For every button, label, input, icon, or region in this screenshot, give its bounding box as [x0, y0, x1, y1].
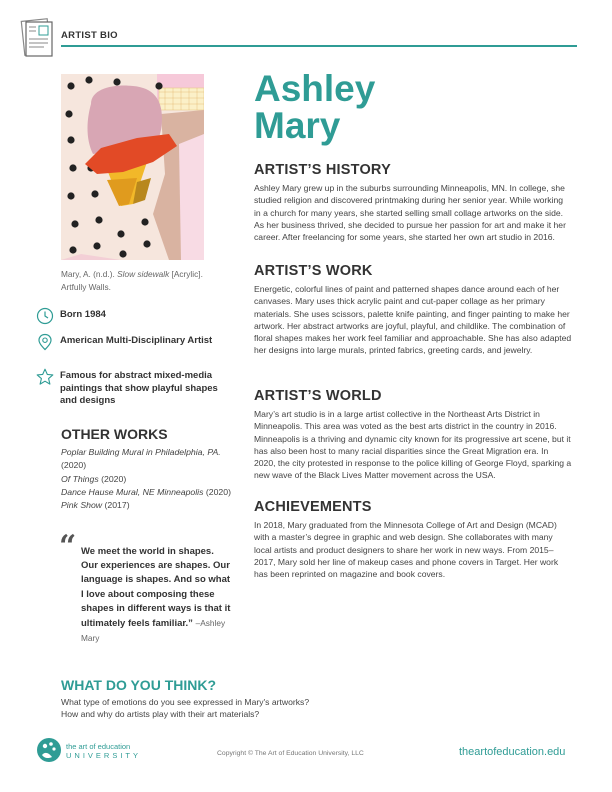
artwork-caption — [61, 268, 211, 294]
artist-quote — [81, 545, 231, 646]
section-body: Ashley Mary grew up in the suburbs surrounding Minneapolis, MN. In college, she studied religion and discovered printmaking during her senior year. While working in a church for many years, she started selling small collage artworks on the side. As her business thrived, she decided to pursue her passion for art and make it her career. After freelancing for some years, she started her own art studio in 2016. — [254, 183, 566, 243]
website-link[interactable]: theartofeducation.edu — [459, 746, 566, 758]
section-achievements — [254, 499, 572, 580]
section-body: Energetic, colorful lines of paint and patterned shapes dance around each of her canvases. Mary uses thick acrylic paint and cut-paper collage as her primary materials. She uses scissors, palette knife painting, and finger painting to make her artwork. Her abstract artworks are joyful, playful, and childlike. The combination of floral shapes makes her work feel familiar and approachable. She has also adapted her designs into large murals, printed fabrics, greeting cards, and jewelry. — [254, 284, 572, 356]
work-year: (2020) — [61, 460, 87, 471]
artist-bio-document-icon — [20, 18, 54, 58]
section-body: Mary’s art studio is in a large artist collective in the Northeast Arts District in Minneapolis. This area was voted as the best arts district in the country in 2016. Minneapolis is a thriving and dynamic city known for its progressive art scene, but it has also been host to many racial disparities since the Great Migration era. In 2020, the city protested in response to the police killing of George Floyd, sparking a new wave of the Black Lives Matter movement across the USA. — [254, 409, 572, 481]
section-title: ARTIST’S HISTORY — [254, 162, 391, 178]
header-label: ARTIST BIO — [61, 30, 118, 41]
work-title: Pink Show — [61, 500, 103, 511]
art-of-education-logo-icon — [36, 737, 62, 763]
list-item — [61, 473, 231, 486]
quote-attribution: –Ashley Mary — [81, 618, 226, 644]
artist-last-name: Mary — [254, 105, 341, 146]
quote-mark-icon: “ — [59, 529, 77, 564]
logo-line2: UNIVERSITY — [66, 751, 142, 760]
list-item — [61, 486, 231, 499]
section-title: ARTIST’S WORK — [254, 263, 373, 279]
artist-first-name: Ashley — [254, 68, 376, 109]
logo-line1: the art of education — [66, 742, 131, 751]
other-works-list — [61, 446, 231, 512]
work-title: Poplar Building Mural in Philadelphia, PA. — [61, 447, 221, 457]
artwork-image — [61, 74, 204, 260]
clock-icon — [36, 307, 54, 325]
quote-text: We meet the world in shapes. Our experiences are shapes. Our language is shapes. And so what I love about composing these shapes in different ways is that it ultimately feels familiar.” — [81, 546, 231, 630]
artist-name — [254, 70, 375, 144]
section-title: ARTIST’S WORLD — [254, 388, 382, 404]
section-title: ACHIEVEMENTS — [254, 499, 372, 515]
star-icon — [36, 368, 54, 386]
header-divider — [61, 45, 577, 47]
list-item — [61, 446, 231, 473]
section-history — [254, 162, 572, 243]
copyright-text: Copyright © The Art of Education University, LLC — [217, 750, 364, 757]
work-year: (2020) — [205, 486, 231, 497]
work-year: (2017) — [104, 500, 130, 511]
think-title: WHAT DO YOU THINK? — [61, 677, 217, 693]
fact-text: Famous for abstract mixed-media paintings that show playful shapes and designs — [60, 370, 218, 406]
other-works-title: OTHER WORKS — [61, 426, 168, 442]
section-work — [254, 263, 572, 357]
list-item — [61, 499, 231, 512]
think-question: What type of emotions do you see expressed in Mary's artworks? — [61, 697, 310, 707]
work-title: Of Things — [61, 473, 99, 484]
caption-suffix: [Acrylic]. Artfully Walls. — [61, 269, 203, 292]
fact-text: Born 1984 — [60, 309, 106, 320]
section-body: In 2018, Mary graduated from the Minnesota College of Art and Design (MCAD) with a master’s degree in graphic and web design. She collaborates with many local artists and product designers to share her work in new ways. From 2015–2017, Mary sold her line of makeup cases and phone covers in Target. Her work has been reprinted on magazine and book covers. — [254, 520, 559, 580]
work-year: (2020) — [101, 473, 127, 484]
caption-prefix: Mary, A. (n.d.). — [61, 269, 115, 279]
caption-title: Slow sidewalk — [117, 269, 170, 279]
section-world — [254, 388, 572, 482]
work-title: Dance Hause Mural, NE Minneapolis — [61, 486, 204, 497]
think-question: How and why do artists play with their art materials? — [61, 709, 260, 719]
location-pin-icon — [36, 333, 54, 351]
fact-text: American Multi-Disciplinary Artist — [60, 335, 213, 346]
